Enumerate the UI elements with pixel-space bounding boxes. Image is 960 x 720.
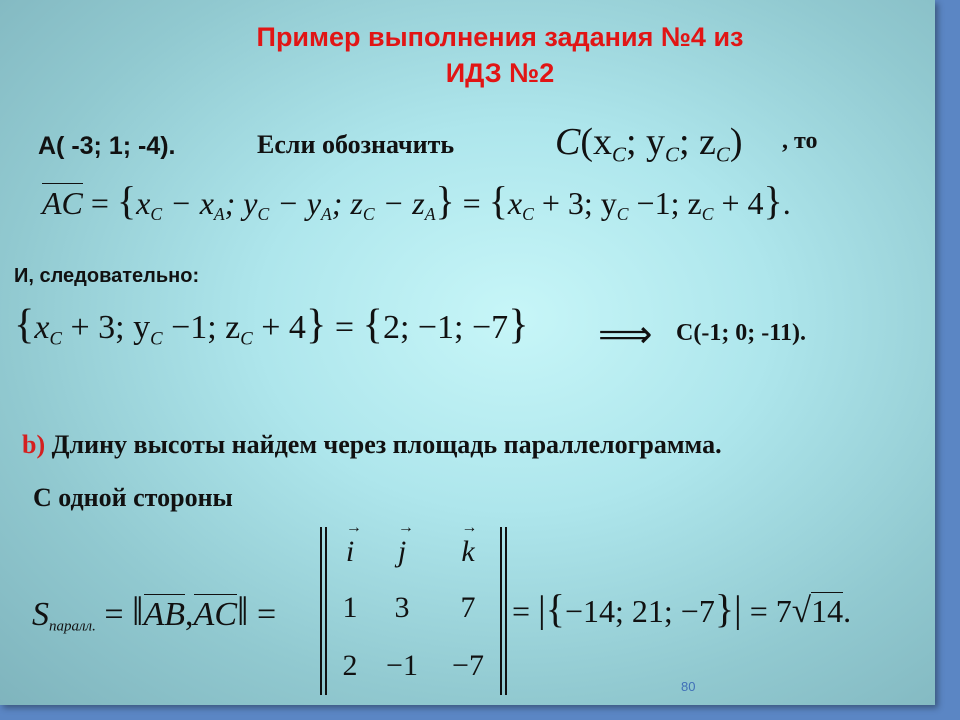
matrix-i: → i [320,535,380,569]
sub: C [49,328,62,350]
eq: = [326,309,363,346]
c-symbol: C [555,121,581,163]
determinant [320,527,510,695]
sub: C [362,204,375,225]
xc2: x [507,185,523,221]
end-dot: . [782,185,791,221]
sub: C [701,204,714,225]
eq-c: = [512,593,531,629]
c-semi2: ; z [678,121,716,163]
then-text: , то [782,128,818,154]
c-semi1: ; y [625,121,666,163]
minus-ya: − y [269,185,322,221]
sub: A [321,204,332,225]
matrix-k: → k [438,535,498,569]
on-one-side-text: С одной стороны [33,483,233,512]
xc: x [136,185,151,221]
vector-ac-formula: AC = {$x_C - x_A$; $y_C - y_A$; $z_C - z_A\} = \{x_C + 3$; $y_C -1$; $z_C + 4$}. [42,178,791,225]
part-b-line [22,430,722,460]
c-close: ) [729,121,743,163]
therefore-label: И, следовательно: [14,265,200,287]
eq2: = [454,185,489,221]
matrix-r1c3: 7 [460,591,476,624]
eq-seven: = 7 [749,593,792,629]
plus3: + 3; y [61,309,151,346]
s-symbol: S [32,596,49,633]
matrix-r2c1: 2 [342,649,358,682]
zc: ; z [331,185,363,221]
sub: C [150,204,163,225]
sub: C [257,204,270,225]
vec-ac: AC [193,596,237,633]
eq-a: = [104,596,124,633]
vector-ac: AC [42,185,83,221]
matrix-r1c2: 3 [394,591,410,624]
sub: C [616,204,629,225]
s-sub: паралл. [49,618,96,635]
plus4: + 4 [252,309,306,346]
xc3: x [34,309,50,346]
r1: + 3; y [533,185,617,221]
cross-vector: −14; 21; −7 [564,593,715,629]
matrix-j: → j [372,535,432,569]
sub: A [424,204,436,225]
matrix-r2c2: −1 [386,649,418,682]
vals: 2; −1; −7 [382,309,509,346]
sub: C [522,204,534,225]
page-number: 80 [681,679,696,694]
system-formula: {$x_C + 3$; $y_C -1$; $z_C + 4\} = \{2$; −1; −7} [14,301,529,350]
matrix-r1c1: 1 [342,591,358,624]
vec-ab: AB [143,596,186,633]
minus-xa: − x [162,185,214,221]
point-c-formula [555,120,742,167]
yc: ; y [224,185,258,221]
denote-text: Если обозначить [257,130,455,159]
minus-za: − z [374,185,425,221]
sub-c3: C [715,142,730,167]
comma: , [185,596,194,633]
eq1: = [82,185,117,221]
sqrt-value: 14 [811,593,844,629]
r2: −1; z [628,185,702,221]
slide-title-line2: ИДЗ №2 [445,58,555,88]
sub-c1: C [612,142,626,167]
sub-c2: C [665,142,679,167]
sub: A [213,204,225,225]
r3: + 4 [713,185,764,221]
c-args: (x [580,121,613,163]
point-a: A( -3; 1; -4). [38,132,176,160]
implies-arrow: ⟹ [598,314,653,356]
part-b-label: b) [22,430,46,459]
slide-title-line1: Пример выполнения задания №4 из [256,22,744,52]
area-formula-right: = |{−14; 21; −7}| = 7√14. [512,586,852,631]
sub: C [240,328,253,350]
point-c-result: C(-1; 0; -11). [676,320,806,346]
part-b-text: Длину высоты найдем через площадь параллелограмма. [51,430,722,459]
matrix-r2c3: −7 [452,649,484,682]
area-formula-left: $S_{паралл.}$ = ‖AB,AC‖ = [32,589,277,635]
eq-b: = [256,596,277,633]
sub: C [150,328,163,350]
formula-dot: . [843,593,852,629]
minus1: −1; z [162,309,241,346]
